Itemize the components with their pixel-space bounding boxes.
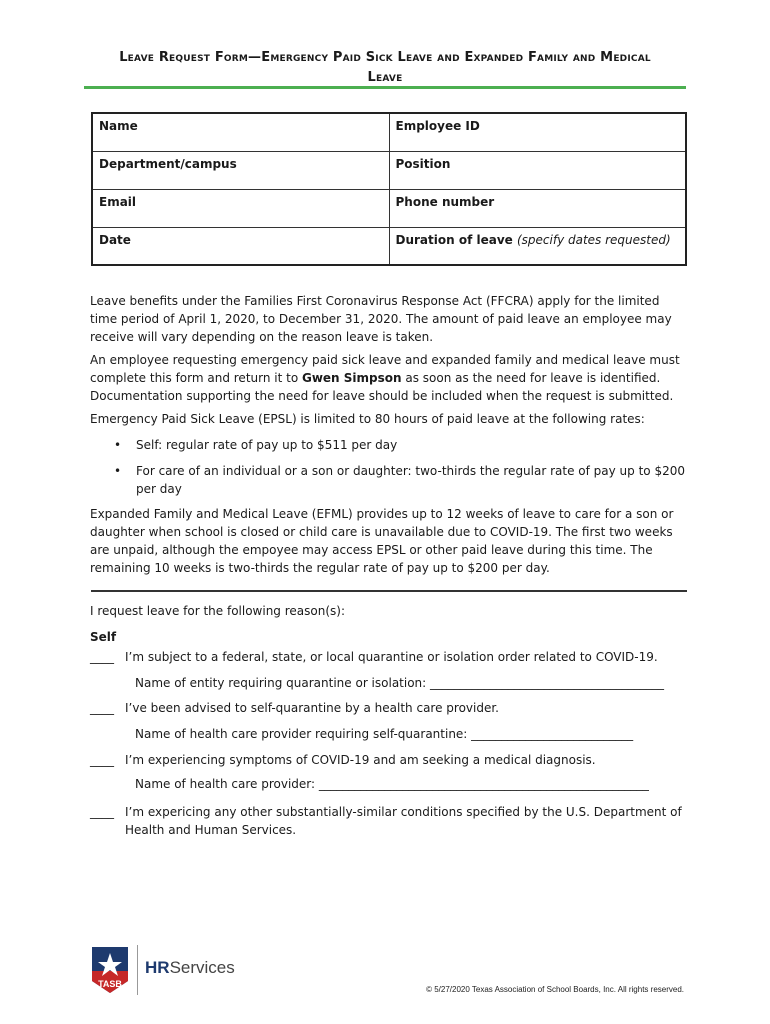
reason-other-conditions[interactable]: ____ I’m expericing any other substantially-similar conditions specified by the U.S. Department of Health and Human Services. (90, 805, 682, 837)
bullet-self: • Self: regular rate of pay up to $511 per day (114, 438, 398, 452)
tasb-logo-text: TASB (98, 979, 122, 989)
reason-symptoms[interactable]: ____ I’m experiencing symptoms of COVID-19 and am seeking a medical diagnosis. (90, 753, 596, 767)
paragraph-epsl: Emergency Paid Sick Leave (EPSL) is limited to 80 hours of paid leave at the following rates: (90, 412, 645, 426)
form-title (70, 48, 700, 88)
bullet-icon: • (114, 438, 122, 452)
bullet-icon: • (114, 464, 122, 478)
tasb-star-icon (90, 945, 130, 997)
duration-hint: (specify dates requested) (516, 232, 671, 247)
duration-field[interactable]: Duration of leave (specify dates requested) (389, 227, 686, 265)
form-title-line2: Leave (367, 70, 403, 85)
hr-services-brand: HRServices (145, 958, 235, 977)
bullet-care: • For care of an individual or a son or daughter: two-thirds the regular rate of pay up to $200 per day (114, 464, 685, 496)
form-title-line1: Leave Request Form—Emergency Paid Sick Leave and Expanded Family and Medical (119, 50, 651, 65)
name-field[interactable]: Name (92, 113, 389, 151)
email-field[interactable]: Email (92, 189, 389, 227)
reason-quarantine-order[interactable]: ____ I’m subject to a federal, state, or local quarantine or isolation order related to COVID-19. (90, 650, 658, 664)
checkbox-blank[interactable]: ____ (90, 650, 114, 664)
checkbox-blank[interactable]: ____ (90, 805, 114, 819)
tasb-logo (90, 945, 130, 1001)
section-divider (91, 590, 687, 592)
paragraph-instructions: An employee requesting emergency paid sick leave and expanded family and medical leave must complete this form and return it to Gwen Simpson as soon as the need for leave is identified. Documentation supporting the need for leave should be included when the request is submitted. (90, 353, 680, 403)
title-rule (84, 86, 686, 89)
paragraph-efml: Expanded Family and Medical Leave (EFML) provides up to 12 weeks of leave to care for a son or daughter when school is closed or child care is unavailable due to COVID-19. The first two weeks are unpaid, although the empoyee may access EPSL or other paid leave during this time. The remaining 10 weeks is two-thirds the regular rate of pay up to $200 per day. (90, 507, 674, 575)
contact-name: Gwen Simpson (301, 371, 402, 385)
checkbox-blank[interactable]: ____ (90, 701, 114, 715)
checkbox-blank[interactable]: ____ (90, 753, 114, 767)
copyright: © 5/27/2020 Texas Association of School Boards, Inc. All rights reserved. (426, 985, 684, 994)
employee-id-field[interactable]: Employee ID (389, 113, 686, 151)
reason-self-quarantine[interactable]: ____ I’ve been advised to self-quarantine by a health care provider. (90, 701, 499, 715)
position-field[interactable]: Position (389, 151, 686, 189)
department-field[interactable]: Department/campus (92, 151, 389, 189)
date-field[interactable]: Date (92, 227, 389, 265)
provider-diagnosis-line[interactable]: Name of health care provider: _______________________________________________________ (135, 777, 649, 791)
paragraph-ffcra: Leave benefits under the Families First Coronavirus Response Act (FFCRA) apply for the limited time period of April 1, 2020, to December 31, 2020. The amount of paid leave an employee may receive will vary depending on the reason leave is taken. (90, 294, 672, 344)
employee-info-table (91, 112, 687, 266)
phone-field[interactable]: Phone number (389, 189, 686, 227)
self-heading: Self (90, 630, 117, 644)
reasons-intro: I request leave for the following reason(s): (90, 604, 345, 618)
logo-divider (137, 945, 138, 995)
provider-self-quarantine-line[interactable]: Name of health care provider requiring self-quarantine: ___________________________ (135, 727, 634, 741)
quarantine-entity-line[interactable]: Name of entity requiring quarantine or isolation: _______________________________________ (135, 676, 665, 690)
